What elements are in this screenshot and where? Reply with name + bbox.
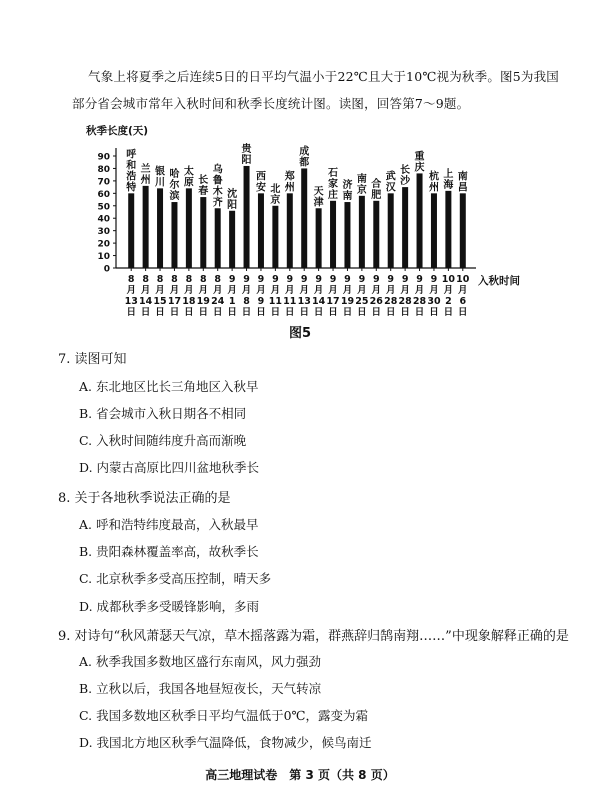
city-label-21: 重庆 <box>414 151 425 174</box>
date-label-14: 9 月 14 日 <box>312 274 326 318</box>
bar-3 <box>157 188 163 268</box>
city-label-12: 郑州 <box>284 171 295 194</box>
bar-18 <box>373 201 379 268</box>
y-axis-label: 秋季长度(天) <box>86 125 149 137</box>
city-label-14: 天津 <box>313 186 324 209</box>
date-label-6: 8 月 19 日 <box>196 274 210 318</box>
bar-20 <box>402 187 408 268</box>
intro-paragraph: 气象上将夏季之后连续5日的日平均气温小于22℃且大于10℃视为秋季。图5为我国部分省会城市常年入秋时间和秋季长度统计图。读图，回答第7～9题。 <box>72 69 559 111</box>
q8-option-d: D. 成都秋季多受暖锋影响，多雨 <box>79 599 260 614</box>
date-label-8: 9 月 1 日 <box>227 274 237 318</box>
q9-option-c: C. 我国多数地区秋季日平均气温低于0℃，露变为霜 <box>79 708 369 723</box>
q9-option-b: B. 立秋以后，我国各地昼短夜长，天气转凉 <box>79 681 322 696</box>
date-label-11: 9 月 11 日 <box>268 274 282 318</box>
city-label-1: 呼和浩特 <box>126 149 137 194</box>
date-label-7: 8 月 24 日 <box>211 274 225 318</box>
city-label-16: 济南 <box>342 180 353 203</box>
y-tick-label: 50 <box>97 202 110 213</box>
city-label-2: 兰州 <box>140 163 151 186</box>
date-label-10: 9 月 9 日 <box>256 274 266 318</box>
date-label-16: 9 月 19 日 <box>340 274 355 318</box>
date-label-4: 8 月 17 日 <box>167 274 182 318</box>
date-label-9: 9 月 8 日 <box>241 274 252 318</box>
city-label-20: 长沙 <box>400 165 411 188</box>
q7-option-c: C. 入秋时间随纬度升高而渐晚 <box>79 433 247 448</box>
date-label-24: 10 月 6 日 <box>456 274 470 318</box>
city-label-11: 北京 <box>270 183 281 206</box>
bar-9 <box>244 166 250 268</box>
city-label-3: 银川 <box>155 166 166 189</box>
x-axis-label: 入秋时间 <box>478 275 520 287</box>
y-tick-label: 20 <box>97 239 110 250</box>
q7-option-d: D. 内蒙古高原比四川盆地秋季长 <box>79 460 260 475</box>
bar-6 <box>200 197 206 268</box>
y-tick-label: 80 <box>97 164 110 175</box>
city-label-10: 西安 <box>255 171 266 194</box>
bar-10 <box>258 193 264 268</box>
bar-21 <box>417 173 423 268</box>
bar-2 <box>143 186 149 268</box>
city-label-17: 南京 <box>356 173 367 196</box>
q7-option-a: A. 东北地区比长三角地区入秋早 <box>79 379 259 394</box>
q8-option-b: B. 贵阳森林覆盖率高，故秋季长 <box>79 544 259 559</box>
date-label-23: 10 月 2 日 <box>441 274 455 318</box>
q8-option-a: A. 呼和浩特纬度最高，入秋最早 <box>79 517 259 532</box>
bar-12 <box>287 193 293 268</box>
bar-14 <box>316 208 322 268</box>
y-tick-label: 60 <box>97 189 110 200</box>
y-tick-label: 0 <box>103 264 110 275</box>
page-footer: 高三地理试卷 第 3 页（共 8 页） <box>205 768 395 782</box>
city-label-15: 石家庄 <box>328 167 339 201</box>
city-label-8: 沈阳 <box>227 188 238 211</box>
y-tick-label: 10 <box>97 252 110 263</box>
bar-8 <box>229 211 235 268</box>
bar-15 <box>330 201 336 268</box>
question-9-stem: 9. 对诗句“秋风萧瑟天气凉，草木摇落露为霜，群燕辞归鹄南翔……”中现象解释正确的是 <box>58 629 569 644</box>
bar-1 <box>128 193 134 268</box>
y-tick-label: 90 <box>97 152 110 163</box>
date-label-22: 9 月 30 日 <box>427 274 441 318</box>
date-label-5: 8 月 18 日 <box>182 274 196 318</box>
question-7-stem: 7. 读图可知 <box>58 352 127 367</box>
y-tick-label: 30 <box>97 227 110 238</box>
date-label-12: 9 月 11 日 <box>283 274 297 318</box>
date-label-21: 9 月 28 日 <box>412 274 427 318</box>
date-label-17: 9 月 25 日 <box>355 274 369 318</box>
date-label-2: 8 月 14 日 <box>139 274 153 318</box>
bar-13 <box>301 168 307 268</box>
bar-17 <box>359 196 365 268</box>
date-label-3: 8 月 15 日 <box>153 274 167 318</box>
city-label-7: 乌鲁木齐 <box>212 164 223 209</box>
bar-23 <box>445 191 451 268</box>
chart-svg <box>78 122 528 322</box>
y-tick-label: 40 <box>97 214 110 225</box>
bar-19 <box>388 193 394 268</box>
q7-option-b: B. 省会城市入秋日期各不相同 <box>79 406 247 421</box>
bar-24 <box>460 193 466 268</box>
date-label-1: 8 月 13 日 <box>124 274 138 318</box>
date-label-20: 9 月 28 日 <box>398 274 412 318</box>
bar-16 <box>344 202 350 268</box>
bar-7 <box>215 208 221 268</box>
q9-option-d: D. 我国北方地区秋季气温降低，食物减少，候鸟南迁 <box>79 735 372 750</box>
question-8-stem: 8. 关于各地秋季说法正确的是 <box>58 491 231 506</box>
y-tick-label: 70 <box>97 177 110 188</box>
q8-option-c: C. 北京秋季多受高压控制，晴天多 <box>79 571 272 586</box>
date-label-13: 9 月 13 日 <box>297 274 311 318</box>
bar-4 <box>171 202 177 268</box>
autumn-chart <box>78 122 528 322</box>
city-label-23: 上海 <box>443 168 454 191</box>
date-label-18: 9 月 26 日 <box>369 274 383 318</box>
city-label-5: 太原 <box>183 166 194 189</box>
bar-11 <box>272 206 278 268</box>
city-label-4: 哈尔滨 <box>169 169 180 203</box>
city-label-6: 长春 <box>198 175 209 198</box>
city-label-9: 贵阳 <box>241 143 252 166</box>
bar-22 <box>431 193 437 268</box>
city-label-13: 成都 <box>299 146 310 169</box>
city-label-24: 南昌 <box>457 171 468 194</box>
city-label-19: 武汉 <box>385 171 396 194</box>
city-label-22: 杭州 <box>428 171 439 194</box>
bar-5 <box>186 188 192 268</box>
date-label-19: 9 月 28 日 <box>384 274 398 318</box>
date-label-15: 9 月 17 日 <box>326 274 340 318</box>
figure-caption: 图5 <box>288 326 312 341</box>
city-label-18: 合肥 <box>371 178 382 201</box>
q9-option-a: A. 秋季我国多数地区盛行东南风，风力强劲 <box>79 654 321 669</box>
